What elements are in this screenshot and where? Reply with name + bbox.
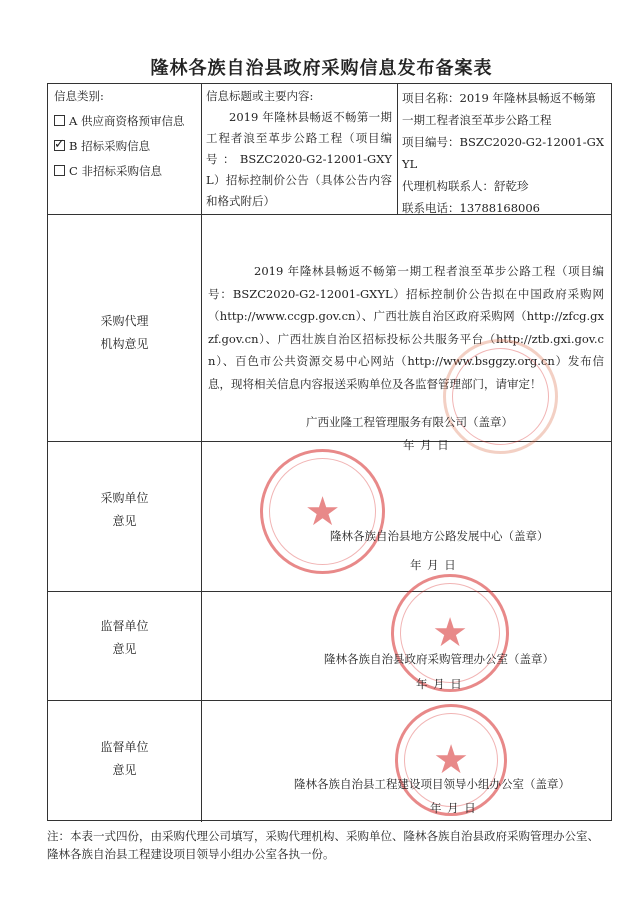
purchaser-label-line1: 采购单位 (100, 491, 149, 505)
info-title-content: 2019 年隆林县畅返不畅第一期工程者浪至革步公路工程（项目编号：BSZC2020-G2-12001-GXYL）招标控制价公告（具体公告内容和格式附后） (206, 110, 392, 208)
supervisor1-label (48, 615, 201, 661)
agency-date: 年 月 日 (403, 438, 450, 452)
info-category-cell (54, 86, 199, 183)
category-option-label: A 供应商资格预审信息 (69, 113, 185, 128)
info-title-cell (206, 86, 392, 212)
row-divider (48, 591, 611, 592)
checkbox-icon[interactable] (54, 165, 65, 176)
supervisor2-label-line1: 监督单位 (100, 740, 149, 754)
project-code: 项目编号：BSZC2020-G2-12001-GXYL (402, 135, 605, 171)
project-info-cell (402, 87, 607, 219)
purchaser-signer: 隆林各族自治县地方公路发展中心（盖章） (330, 529, 549, 543)
info-title-label: 信息标题或主要内容: (206, 89, 314, 103)
supervisor2-label (48, 736, 201, 782)
star-icon: ★ (304, 488, 341, 535)
supervisor1-label-line2: 意见 (112, 642, 137, 656)
agency-seal-stamp (443, 339, 558, 454)
supervisor2-date: 年 月 日 (430, 801, 477, 815)
supervisor1-signer: 隆林各族自治县政府采购管理办公室（盖章） (324, 652, 554, 666)
row-divider (48, 700, 611, 701)
supervisor1-date: 年 月 日 (416, 677, 463, 691)
category-option-label: C 非招标采购信息 (69, 163, 162, 178)
contact-phone: 联系电话：13788168006 (402, 201, 540, 215)
info-category-label: 信息类别: (54, 89, 104, 103)
agency-opinion: 2019 年隆林县畅返不畅第一期工程者浪至革步公路工程（项目编号：BSZC2020-G2-12001-GXYL）招标控制价公告拟在中国政府采购网（http://www.ccgp.gov.cn）、广西壮族自治区政府采购网（http://zfcg.gxzf.gov.cn）、广西壮族自治区招标投标公共服务平台（http://ztb.gxi.gov.cn）、百色市公共资源交易中心网站（http://www.bsggzy.org.cn）发布信息，现将相关信息内容报送采购单位及各监督管理部门，请审定！ (208, 264, 604, 391)
column-divider (201, 84, 202, 822)
category-option-c[interactable] (54, 158, 199, 183)
footnote: 注：本表一式四份，由采购代理公司填写，采购代理机构、采购单位、隆林各族自治县政府采购管理办公室、隆林各族自治县工程建设项目领导小组办公室各执一份。 (47, 829, 599, 861)
purchaser-label-line2: 意见 (112, 514, 137, 528)
purchaser-seal-stamp (260, 449, 385, 574)
agency-contact: 代理机构联系人：舒乾珍 (402, 179, 529, 193)
checked-checkbox-icon[interactable] (54, 140, 65, 151)
supervisor1-seal-stamp (391, 574, 509, 692)
supervisor1-label-line1: 监督单位 (100, 619, 149, 633)
category-option-a[interactable] (54, 108, 199, 133)
checkbox-icon[interactable] (54, 115, 65, 126)
project-name: 项目名称：2019 年隆林县畅返不畅第一期工程者浪至革步公路工程 (402, 91, 596, 127)
purchaser-label (48, 487, 201, 533)
agency-label-line2: 机构意见 (100, 337, 149, 351)
category-option-label: B 招标采购信息 (69, 138, 151, 153)
supervisor2-label-line2: 意见 (112, 763, 137, 777)
agency-label (48, 310, 201, 356)
filing-table (47, 83, 612, 821)
star-icon: ★ (432, 610, 468, 656)
form-title: 隆林各族自治县政府采购信息发布备案表 (150, 58, 493, 79)
agency-signer: 广西业隆工程管理服务有限公司（盖章） (306, 415, 513, 429)
agency-label-line1: 采购代理 (100, 314, 149, 328)
category-option-b[interactable] (54, 133, 199, 158)
supervisor2-signer: 隆林各族自治县工程建设项目领导小组办公室（盖章） (294, 777, 570, 791)
purchaser-date: 年 月 日 (410, 558, 457, 572)
column-divider (397, 84, 398, 214)
star-icon: ★ (433, 737, 469, 783)
